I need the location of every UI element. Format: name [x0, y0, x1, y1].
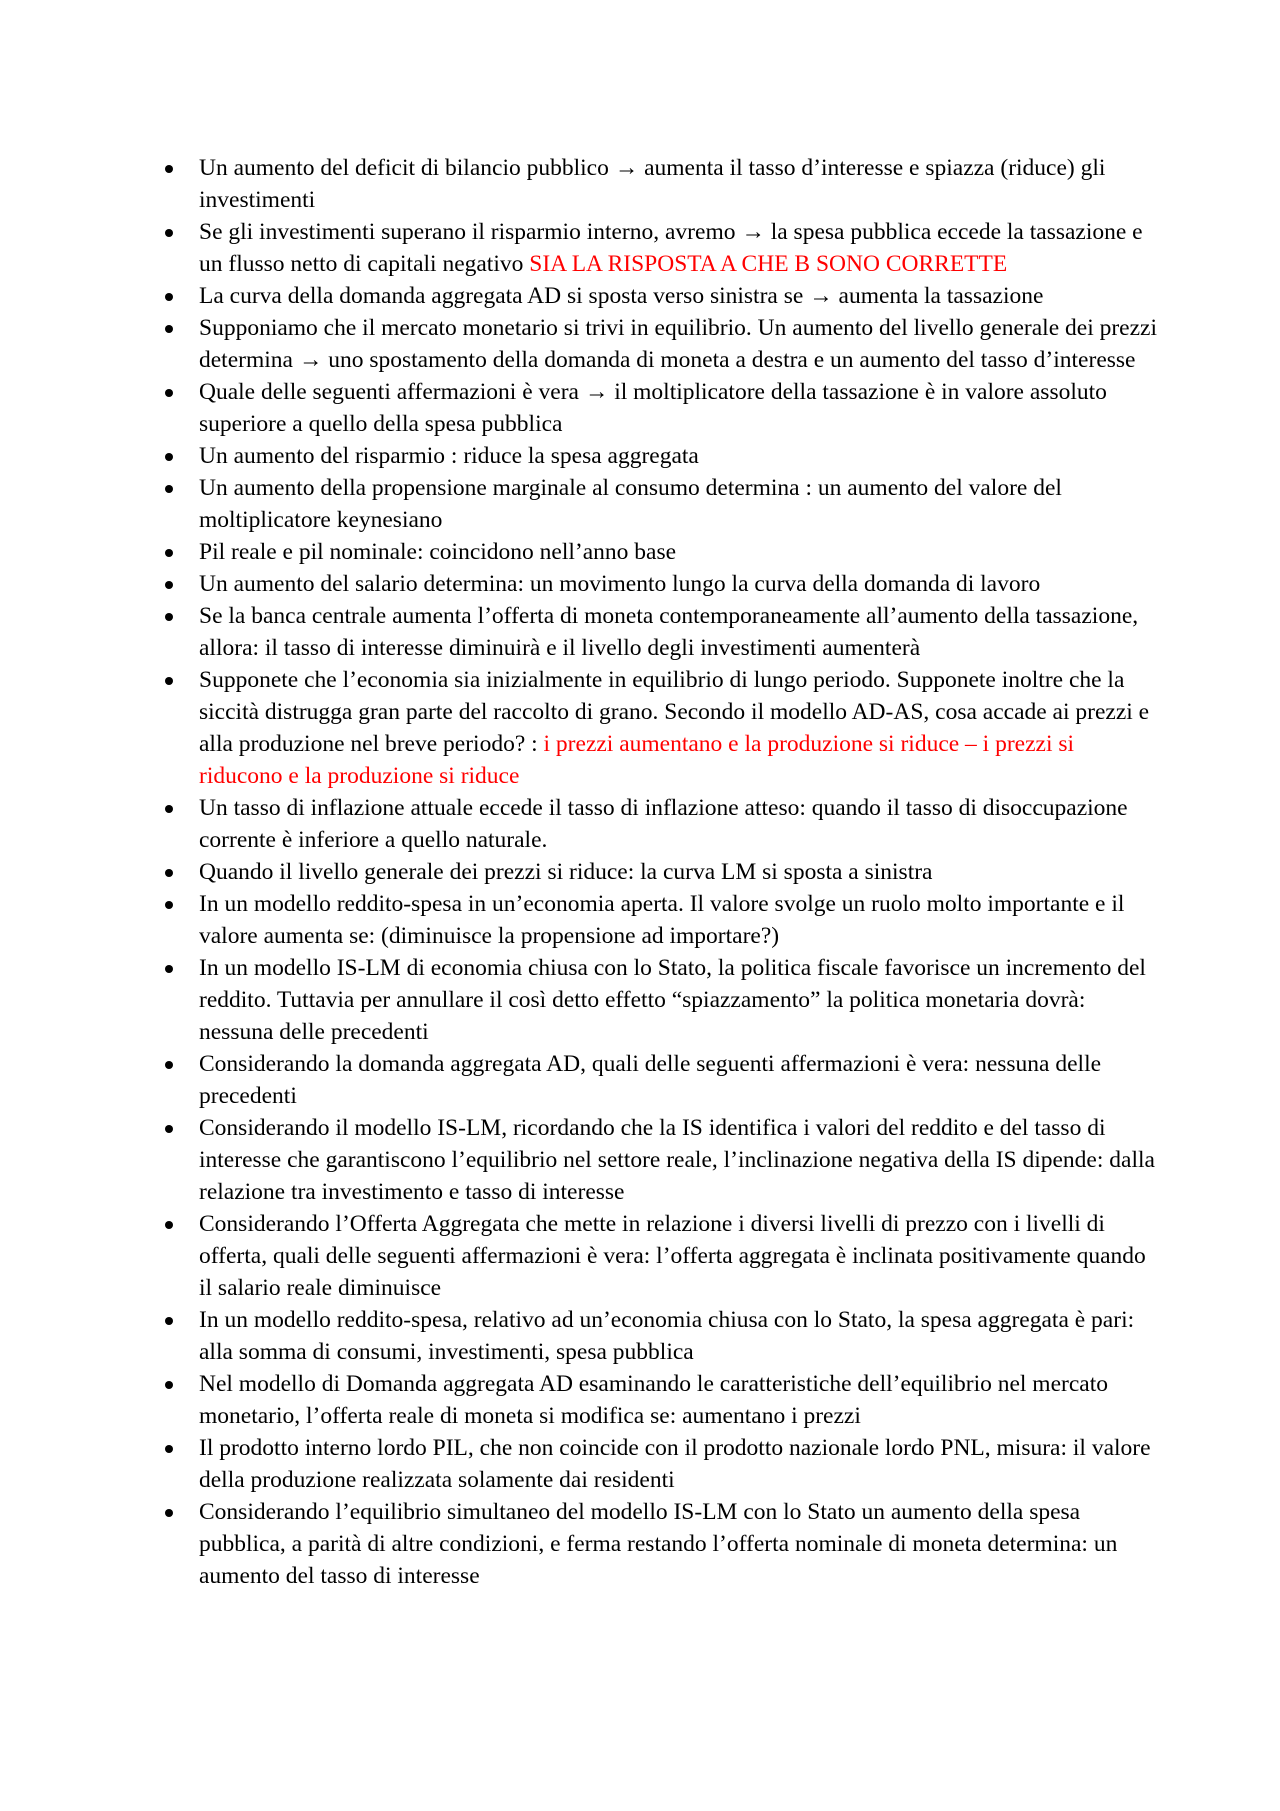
item-text: Considerando il modello IS-LM, ricordando che la IS identifica i valori del reddito e del tasso di interesse che garantiscono l’equilibrio nel settore reale, l’inclinazione negativa della IS dipende: dalla relazione tra investimento e tasso di interesse: [199, 1115, 1155, 1205]
bullet-icon: [165, 293, 173, 301]
bullet-icon: [165, 1509, 173, 1517]
list-item: [199, 472, 1159, 536]
bullet-icon: [165, 869, 173, 877]
list-item: [199, 664, 1159, 792]
bullet-icon: [165, 581, 173, 589]
item-text: Il prodotto interno lordo PIL, che non coincide con il prodotto nazionale lordo PNL, misura: il valore della produzione realizzata solamente dai residenti: [199, 1435, 1151, 1493]
item-text: Considerando l’equilibrio simultaneo del modello IS-LM con lo Stato un aumento della spesa pubblica, a parità di altre condizioni, e ferma restando l’offerta nominale di moneta determina: un aumento del tasso di interesse: [199, 1499, 1118, 1589]
list-item: [199, 376, 1159, 440]
item-text: La curva della domanda aggregata AD si sposta verso sinistra se → aumenta la tassazione: [199, 283, 1044, 309]
item-text: In un modello IS-LM di economia chiusa con lo Stato, la politica fiscale favorisce un incremento del reddito. Tuttavia per annullare il così detto effetto “spiazzamento” la politica monetaria dovrà: nessuna delle precedenti: [199, 955, 1146, 1045]
item-text: Considerando la domanda aggregata AD, quali delle seguenti affermazioni è vera: nessuna delle precedenti: [199, 1051, 1102, 1109]
bullet-icon: [165, 965, 173, 973]
list-item: [199, 888, 1159, 952]
bullet-icon: [165, 165, 173, 173]
list-item: [199, 152, 1159, 216]
list-item: [199, 792, 1159, 856]
bullet-icon: [165, 453, 173, 461]
bullet-icon: [165, 1381, 173, 1389]
item-highlight: i prezzi aumentano e la produzione si riduce – i prezzi si riducono e la produzione si riduce: [199, 731, 1075, 789]
item-text: Supponiamo che il mercato monetario si trivi in equilibrio. Un aumento del livello generale dei prezzi determina → uno spostamento della domanda di moneta a destra e un aumento del tasso d’interesse: [199, 315, 1157, 373]
list-item: [199, 536, 1159, 568]
list-item: [199, 440, 1159, 472]
bullet-icon: [165, 325, 173, 333]
bullet-icon: [165, 805, 173, 813]
item-text: Pil reale e pil nominale: coincidono nell’anno base: [199, 539, 677, 565]
list-item: [199, 280, 1159, 312]
bullet-icon: [165, 677, 173, 685]
list-item: [199, 952, 1159, 1048]
item-text: Considerando l’Offerta Aggregata che mette in relazione i diversi livelli di prezzo con i livelli di offerta, quali delle seguenti affermazioni è vera: l’offerta aggregata è inclinata positivamente quando il salario reale diminuisce: [199, 1211, 1146, 1301]
bullet-icon: [165, 901, 173, 909]
item-text: Un aumento della propensione marginale al consumo determina : un aumento del valore del moltiplicatore keynesiano: [199, 475, 1062, 533]
bullet-icon: [165, 389, 173, 397]
bullet-icon: [165, 1317, 173, 1325]
bullet-icon: [165, 1061, 173, 1069]
bullet-icon: [165, 1445, 173, 1453]
bullet-icon: [165, 549, 173, 557]
bullet-icon: [165, 229, 173, 237]
item-text: Se la banca centrale aumenta l’offerta di moneta contemporaneamente all’aumento della tassazione, allora: il tasso di interesse diminuirà e il livello degli investimenti aumenterà: [199, 603, 1139, 661]
item-text: In un modello reddito-spesa in un’economia aperta. Il valore svolge un ruolo molto importante e il valore aumenta se: (diminuisce la propensione ad importare?): [199, 891, 1125, 949]
item-text: Nel modello di Domanda aggregata AD esaminando le caratteristiche dell’equilibrio nel mercato monetario, l’offerta reale di moneta si modifica se: aumentano i prezzi: [199, 1371, 1108, 1429]
item-text: Quando il livello generale dei prezzi si riduce: la curva LM si sposta a sinistra: [199, 859, 933, 885]
list-item: [199, 312, 1159, 376]
item-text: Supponete che l’economia sia inizialmente in equilibrio di lungo periodo. Supponete inoltre che la siccità distrugga gran parte del raccolto di grano. Secondo il modello AD-AS, cosa accade ai prezzi e alla produzione nel breve periodo? :: [199, 667, 1150, 757]
item-text: Un aumento del deficit di bilancio pubblico → aumenta il tasso d’interesse e spiazza (riduce) gli investimenti: [199, 155, 1106, 213]
list-item: [199, 1368, 1159, 1432]
bullet-list: [199, 152, 1159, 1592]
list-item: [199, 216, 1159, 280]
list-item: [199, 568, 1159, 600]
bullet-icon: [165, 1221, 173, 1229]
list-item: [199, 1432, 1159, 1496]
bullet-icon: [165, 613, 173, 621]
item-text: Un aumento del risparmio : riduce la spesa aggregata: [199, 443, 699, 469]
list-item: [199, 1048, 1159, 1112]
list-item: [199, 1304, 1159, 1368]
item-text: Un tasso di inflazione attuale eccede il tasso di inflazione atteso: quando il tasso di disoccupazione corrente è inferiore a quello naturale.: [199, 795, 1128, 853]
item-text: Un aumento del salario determina: un movimento lungo la curva della domanda di lavoro: [199, 571, 1041, 597]
bullet-icon: [165, 1125, 173, 1133]
item-text: In un modello reddito-spesa, relativo ad un’economia chiusa con lo Stato, la spesa aggregata è pari: alla somma di consumi, investimenti, spesa pubblica: [199, 1307, 1135, 1365]
list-item: [199, 600, 1159, 664]
item-highlight: SIA LA RISPOSTA A CHE B SONO CORRETTE: [529, 251, 1008, 277]
list-item: [199, 1112, 1159, 1208]
list-item: [199, 856, 1159, 888]
item-text: Se gli investimenti superano il risparmio interno, avremo → la spesa pubblica eccede la tassazione e un flusso netto di capitali negativo: [199, 219, 1143, 277]
item-text: Quale delle seguenti affermazioni è vera → il moltiplicatore della tassazione è in valore assoluto superiore a quello della spesa pubblica: [199, 379, 1107, 437]
list-item: [199, 1496, 1159, 1592]
list-item: [199, 1208, 1159, 1304]
bullet-icon: [165, 485, 173, 493]
